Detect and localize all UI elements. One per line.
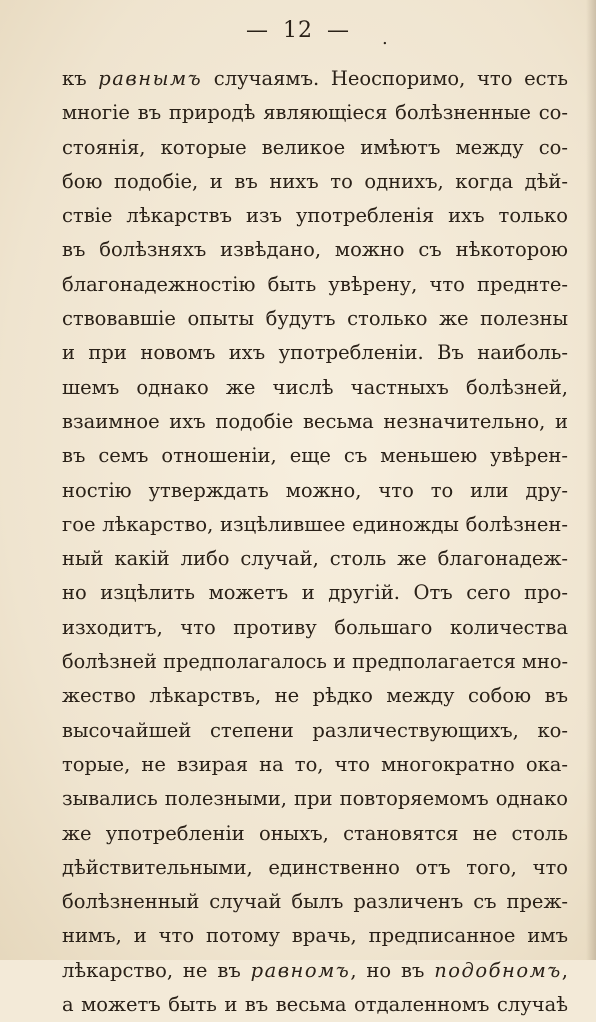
text-segment: , bbox=[561, 958, 568, 982]
text-line bbox=[62, 988, 568, 1022]
text-line bbox=[62, 336, 568, 370]
text-line bbox=[62, 233, 568, 267]
emphasized-text: равномъ bbox=[250, 958, 351, 982]
text-line bbox=[62, 199, 568, 233]
text-line bbox=[62, 782, 568, 816]
text-segment: благонадежностію быть увѣрену, что преднте- bbox=[62, 272, 568, 296]
text-segment: стоянія, которые великое имѣютъ между со- bbox=[62, 135, 568, 159]
text-line bbox=[62, 954, 568, 988]
text-line bbox=[62, 542, 568, 576]
text-line bbox=[62, 679, 568, 713]
text-line bbox=[62, 474, 568, 508]
text-segment: нимъ, и что потому врачь, предписанное имъ bbox=[62, 924, 568, 948]
page-edge-shadow bbox=[586, 0, 596, 960]
text-segment: взаимное ихъ подобіе весьма незначительно, и bbox=[62, 409, 568, 433]
text-line bbox=[62, 268, 568, 302]
text-segment: жество лѣкарствъ, не рѣдко между собою въ bbox=[62, 684, 568, 708]
text-segment: изходитъ, что противу большаго количества bbox=[62, 615, 568, 639]
page-header bbox=[0, 18, 596, 43]
text-segment: и при новомъ ихъ употребленіи. Въ наиболь- bbox=[62, 341, 568, 365]
text-line bbox=[62, 714, 568, 748]
text-line bbox=[62, 611, 568, 645]
text-line bbox=[62, 371, 568, 405]
text-segment: , но въ bbox=[350, 958, 435, 982]
text-line bbox=[62, 508, 568, 542]
body-text bbox=[62, 62, 568, 1022]
text-line bbox=[62, 96, 568, 130]
text-segment: къ bbox=[62, 67, 99, 90]
text-line bbox=[62, 817, 568, 851]
text-line bbox=[62, 439, 568, 473]
page-number: 12 bbox=[283, 18, 313, 43]
text-segment: шемъ однако же числѣ частныхъ болѣзней, bbox=[62, 375, 568, 399]
text-segment: же употребленіи оныхъ, становятся не столь bbox=[62, 821, 568, 845]
text-segment: гое лѣкарство, изцѣлившее единожды болѣзнен- bbox=[62, 512, 568, 536]
text-segment: въ семъ отношеніи, еще съ меньшею увѣрен- bbox=[62, 444, 568, 468]
text-segment: лѣкарство, не въ bbox=[62, 958, 251, 982]
emphasized-text: подобномъ bbox=[434, 958, 562, 982]
text-segment: болѣзненный случай былъ различенъ съ преж- bbox=[62, 890, 568, 914]
emphasized-text: равнымъ bbox=[98, 67, 203, 90]
text-segment: торые, не взирая на то, что многократно ока- bbox=[62, 752, 568, 776]
text-line bbox=[62, 748, 568, 782]
text-segment: но изцѣлить можетъ и другій. Отъ сего про- bbox=[62, 581, 568, 605]
text-segment: дѣйствительными, единственно отъ того, что bbox=[62, 855, 568, 879]
text-segment: многіе въ природѣ являющіеся болѣзненные со- bbox=[62, 101, 568, 125]
text-segment: болѣзней предполагалось и предполагается мно- bbox=[62, 650, 568, 674]
text-line bbox=[62, 919, 568, 953]
text-line bbox=[62, 131, 568, 165]
text-segment: зывались полезными, при повторяемомъ однако bbox=[62, 787, 568, 811]
text-segment: ствіе лѣкарствъ изъ употребленія ихъ только bbox=[62, 204, 568, 228]
text-line bbox=[62, 165, 568, 199]
text-line bbox=[62, 851, 568, 885]
text-line bbox=[62, 885, 568, 919]
header-dot: . bbox=[382, 28, 388, 49]
text-segment: ствовавшіе опыты будутъ столько же полезны bbox=[62, 307, 568, 331]
header-dash-right: — bbox=[327, 18, 350, 43]
text-segment: высочайшей степени различествующихъ, ко- bbox=[62, 718, 568, 742]
text-segment: въ болѣзняхъ извѣдано, можно съ нѣкоторою bbox=[62, 238, 568, 262]
text-line bbox=[62, 645, 568, 679]
text-segment: ный какій либо случай, столь же благонадеж- bbox=[62, 547, 568, 571]
text-line bbox=[62, 302, 568, 336]
text-segment: ностію утверждать можно, что то или дру- bbox=[62, 478, 568, 502]
text-line bbox=[62, 405, 568, 439]
text-line bbox=[62, 576, 568, 610]
header-dash-left: — bbox=[246, 18, 269, 43]
text-line bbox=[62, 62, 568, 96]
text-segment: а можетъ быть и въ весьма отдаленномъ случаѣ bbox=[62, 993, 568, 1017]
text-segment: случаямъ. Неоспоримо, что есть bbox=[202, 67, 568, 90]
text-segment: бою подобіе, и въ нихъ то однихъ, когда дѣй- bbox=[62, 169, 568, 193]
